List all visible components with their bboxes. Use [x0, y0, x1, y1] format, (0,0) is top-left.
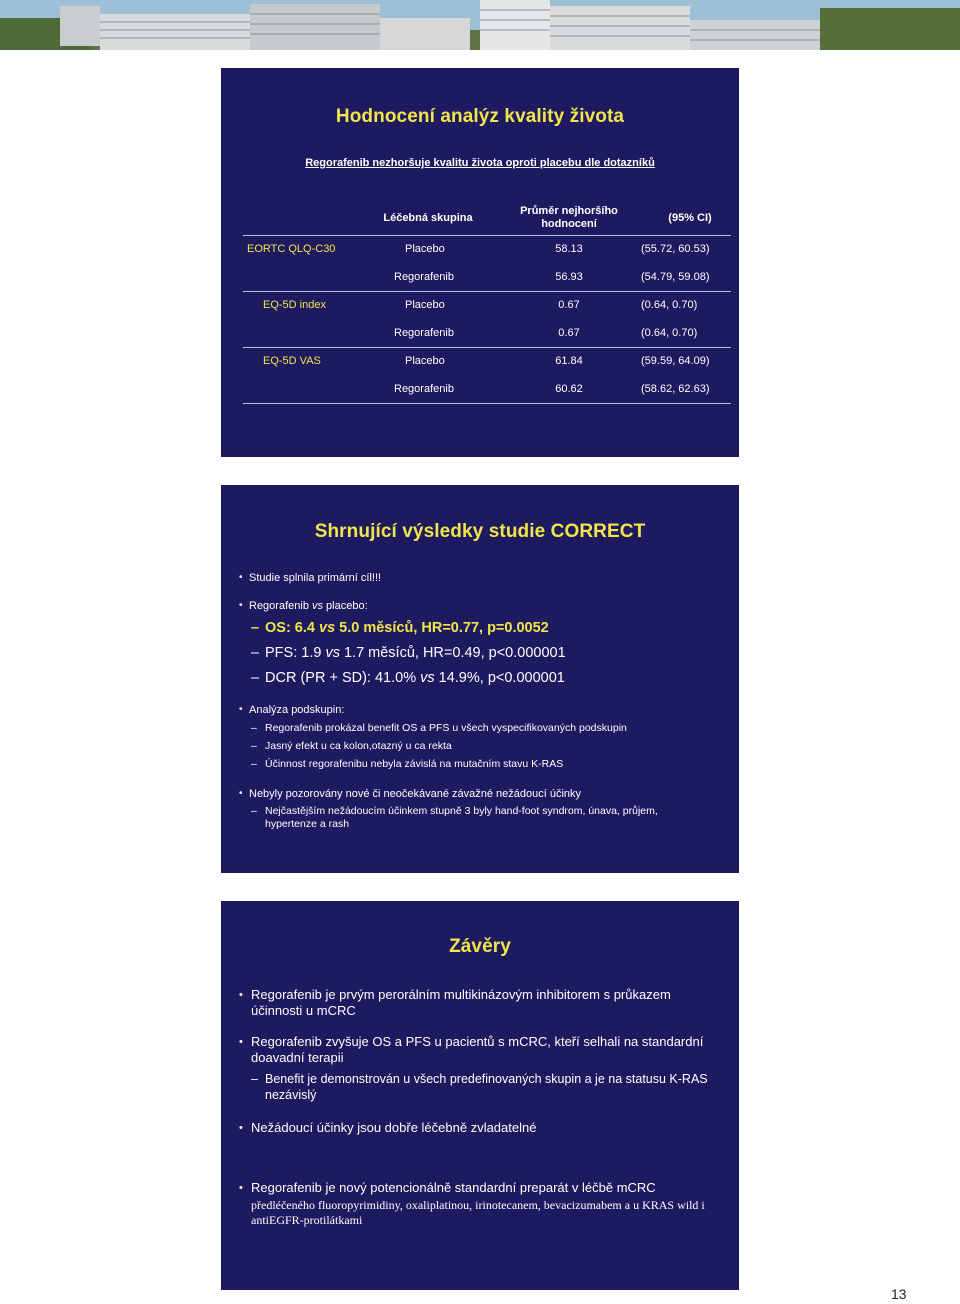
text: DCR (PR + SD): 41.0% — [265, 670, 421, 686]
bullet-adverse-events: • Nebyly pozorovány nové či neočekávané závažné nežádoucí účinky — [239, 787, 725, 801]
result-dcr — [251, 669, 725, 687]
bullet-list — [239, 987, 721, 1019]
instrument-cell: EORTC QLQ-C30 — [247, 243, 336, 255]
text: 5.0 měsíců, HR=0.77, p=0.0052 — [335, 620, 549, 636]
subgroup-list — [239, 722, 725, 771]
slide-correct-summary — [221, 485, 739, 873]
instrument-cell: EQ-5D index — [263, 299, 326, 311]
column-header-ci: (95% CI) — [668, 212, 712, 224]
subgroup-item: – Účinnost regorafenibu nebyla závislá na mutačním stavu K-RAS — [251, 758, 725, 771]
slide-title: Závěry — [449, 936, 511, 957]
text: 1.7 měsíců, HR=0.49, p<0.000001 — [339, 645, 566, 661]
bullet-list — [239, 1034, 721, 1103]
ci-cell: (54.79, 59.08) — [641, 271, 710, 283]
vs-text: vs — [325, 645, 340, 661]
group-cell: Regorafenib — [394, 327, 454, 339]
conclusion-sub-bullet: – Benefit je demonstrován u všech predefinovaných skupin a je na statusu K-RAS nezávislý — [239, 1071, 721, 1103]
vs-text: vs — [319, 620, 336, 636]
vs-text: vs — [312, 600, 323, 612]
table-row — [243, 292, 731, 320]
bullet-list — [239, 599, 725, 687]
vs-text: vs — [420, 670, 435, 686]
table-row — [243, 320, 731, 348]
table-row — [243, 236, 731, 264]
hospital-buildings-image — [0, 0, 960, 50]
conclusion-bullet: • Regorafenib je prvým perorálním multikinázovým inhibitorem s průkazem účinnosti u mCRC — [239, 987, 721, 1019]
adverse-events-list — [239, 805, 689, 831]
conclusion-bullet: • Regorafenib je nový potencionálně standardní preparát v léčbě mCRC — [239, 1180, 721, 1196]
bullet-subgroup-analysis: • Analýza podskupin: — [239, 703, 725, 717]
subgroup-item: – Regorafenib prokázal benefit OS a PFS u všech vyspecifikovaných podskupin — [251, 722, 725, 735]
column-header-mean: Průměr nejhoršího hodnocení — [520, 205, 618, 230]
conclusion-bullet: • Regorafenib zvyšuje OS a PFS u pacientů s mCRC, kteří selhali na standardní doavadní terapii — [239, 1034, 721, 1066]
mean-cell: 61.84 — [555, 355, 583, 367]
mean-cell: 0.67 — [558, 327, 580, 339]
bullet-list — [239, 571, 725, 585]
adverse-events-item: – Nejčastějším nežádoucím účinkem stupně 3 byly hand-foot syndrom, únava, průjem, hypertenze a rash — [251, 805, 689, 831]
results-list — [239, 619, 725, 687]
ci-cell: (0.64, 0.70) — [641, 299, 698, 311]
bullet-primary-goal: • Studie splnila primární cíl!!! — [239, 571, 725, 585]
ci-cell: (0.64, 0.70) — [641, 327, 698, 339]
subgroup-item: – Jasný efekt u ca kolon,otazný u ca rekta — [251, 740, 725, 753]
group-cell: Placebo — [405, 355, 445, 367]
column-header-group: Léčebná skupina — [383, 212, 473, 224]
ci-cell: (55.72, 60.53) — [641, 243, 710, 255]
conclusion-bullet: • Nežádoucí účinky jsou dobře léčebně zvladatelné — [239, 1120, 721, 1136]
group-cell: Regorafenib — [394, 271, 454, 283]
text: placebo: — [323, 600, 368, 612]
bullet-list — [239, 1120, 721, 1136]
result-os — [251, 619, 725, 637]
ci-cell: (59.59, 64.09) — [641, 355, 710, 367]
table-header — [243, 202, 731, 236]
table-row — [243, 348, 731, 376]
mean-cell: 0.67 — [558, 299, 580, 311]
group-cell: Placebo — [405, 243, 445, 255]
page-number: 13 — [891, 1286, 907, 1302]
mean-cell: 58.13 — [555, 243, 583, 255]
conclusion-continuation: předléčeného fluoropyrimidiny, oxaliplatinou, irinotecanem, bevacizumabem a u KRAS wild i antiEGFR-protilátkami — [251, 1198, 705, 1227]
text: Regorafenib — [249, 600, 312, 612]
mean-cell: 56.93 — [555, 271, 583, 283]
table-body — [243, 236, 731, 404]
group-cell: Placebo — [405, 299, 445, 311]
quality-of-life-table — [243, 202, 731, 404]
ci-cell: (58.62, 62.63) — [641, 383, 710, 395]
text: 14.9%, p<0.000001 — [434, 670, 565, 686]
header-photo-banner — [0, 0, 960, 50]
instrument-cell: EQ-5D VAS — [263, 355, 321, 367]
slide-subtitle: Regorafenib nezhoršuje kvalitu života oproti placebu dle dotazníků — [305, 157, 655, 169]
mean-cell: 60.62 — [555, 383, 583, 395]
bullet-regorafenib-vs-placebo — [239, 599, 725, 613]
group-cell: Regorafenib — [394, 383, 454, 395]
slide-conclusions — [221, 901, 739, 1290]
bullet-list — [239, 787, 725, 831]
text: OS: 6.4 — [265, 620, 319, 636]
bullet-list — [239, 703, 725, 771]
text: PFS: 1.9 — [265, 645, 326, 661]
slide-title: Hodnocení analýz kvality života — [335, 106, 625, 127]
result-pfs — [251, 644, 725, 662]
bullet-list — [239, 1180, 721, 1228]
slide-quality-of-life — [221, 68, 739, 457]
table-row — [243, 264, 731, 292]
table-row — [243, 376, 731, 404]
slide-title: Shrnující výsledky studie CORRECT — [314, 521, 646, 542]
